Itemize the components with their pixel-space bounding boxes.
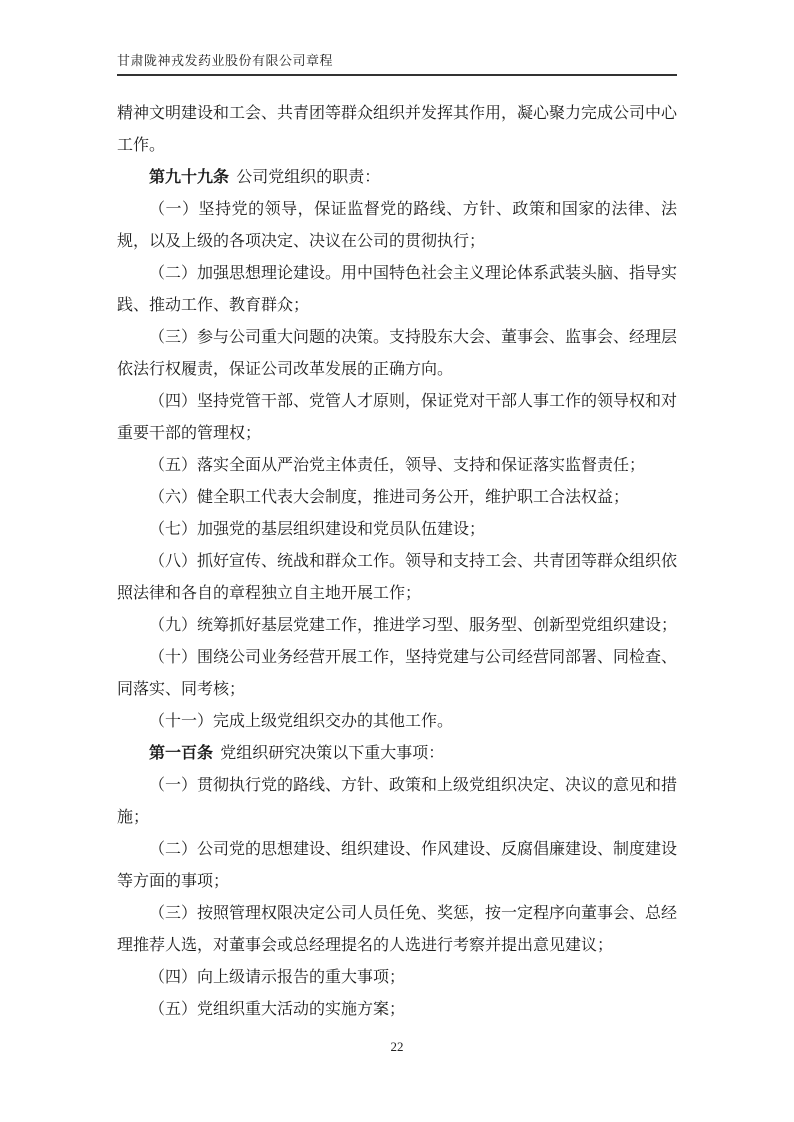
paragraph xyxy=(117,482,677,514)
paragraph xyxy=(117,98,677,162)
page-footer xyxy=(0,1038,794,1056)
paragraph-text: （一）贯彻执行党的路线、方针、政策和上级党组织决定、决议的意见和措施； xyxy=(117,777,678,826)
paragraph xyxy=(117,450,677,482)
paragraph xyxy=(117,514,677,546)
paragraph xyxy=(117,610,677,642)
paragraph xyxy=(117,738,677,770)
paragraph-text: （三）参与公司重大问题的决策。支持股东大会、董事会、监事会、经理层依法行权履责，保证公司改革发展的正确方向。 xyxy=(117,329,678,378)
paragraph xyxy=(117,546,677,610)
article-number: 第九十九条 xyxy=(149,169,230,186)
paragraph-text: （六）健全职工代表大会制度，推进司务公开，维护职工合法权益； xyxy=(149,489,630,506)
paragraph-text: （四）向上级请示报告的重大事项； xyxy=(149,969,406,986)
paragraph xyxy=(117,898,677,962)
paragraph xyxy=(117,258,677,322)
paragraph-text: （十）围绕公司业务经营开展工作，坚持党建与公司经营同部署、同检查、同落实、同考核； xyxy=(117,649,678,698)
paragraph xyxy=(117,962,677,994)
paragraph xyxy=(117,770,677,834)
paragraph-text: （九）统筹抓好基层党建工作，推进学习型、服务型、创新型党组织建设； xyxy=(149,617,678,634)
paragraph-text: （七）加强党的基层组织建设和党员队伍建设； xyxy=(149,521,486,538)
paragraph-text: （五）落实全面从严治党主体责任，领导、支持和保证落实监督责任； xyxy=(149,457,646,474)
paragraph-text: （五）党组织重大活动的实施方案； xyxy=(149,1001,406,1018)
page-header xyxy=(117,0,677,76)
paragraph xyxy=(117,994,677,1026)
paragraph-text: （一）坚持党的领导，保证监督党的路线、方针、政策和国家的法律、法规，以及上级的各项决定、决议在公司的贯彻执行； xyxy=(117,201,677,250)
paragraph-text: （八）抓好宣传、统战和群众工作。领导和支持工会、共青团等群众组织依照法律和各自的章程独立自主地开展工作； xyxy=(117,553,678,602)
paragraph-text: 党组织研究决策以下重大事项： xyxy=(220,745,445,762)
article-number: 第一百条 xyxy=(149,745,214,762)
paragraph xyxy=(117,162,677,194)
paragraph xyxy=(117,194,677,258)
paragraph-text: （二）公司党的思想建设、组织建设、作风建设、反腐倡廉建设、制度建设等方面的事项； xyxy=(117,841,678,890)
paragraph-text: 公司党组织的职责： xyxy=(236,169,381,186)
paragraph xyxy=(117,642,677,706)
header-title: 甘肃陇神戎发药业股份有限公司章程 xyxy=(117,53,334,68)
page-number: 22 xyxy=(390,1039,404,1054)
paragraph-text: 精神文明建设和工会、共青团等群众组织并发挥其作用，凝心聚力完成公司中心工作。 xyxy=(117,105,678,154)
paragraph xyxy=(117,834,677,898)
paragraph xyxy=(117,706,677,738)
paragraph-text: （四）坚持党管干部、党管人才原则，保证党对干部人事工作的领导权和对重要干部的管理权； xyxy=(117,393,678,442)
paragraph-text: （十一）完成上级党组织交办的其他工作。 xyxy=(149,713,454,730)
paragraph-text: （二）加强思想理论建设。用中国特色社会主义理论体系武装头脑、指导实践、推动工作、教育群众； xyxy=(117,265,678,314)
paragraph xyxy=(117,322,677,386)
paragraph xyxy=(117,386,677,450)
paragraph-text: （三）按照管理权限决定公司人员任免、奖惩，按一定程序向董事会、总经理推荐人选，对董事会或总经理提名的人选进行考察并提出意见建议； xyxy=(117,905,678,954)
document-body xyxy=(117,76,677,1026)
